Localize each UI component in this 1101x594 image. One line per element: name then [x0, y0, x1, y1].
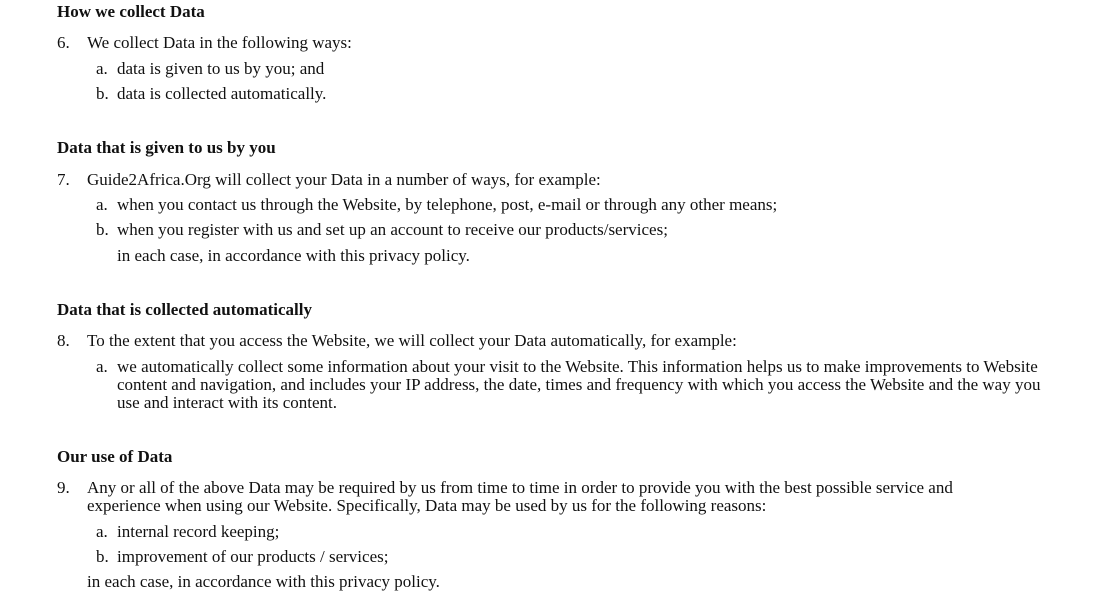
paragraph-9-closing: in each case, in accordance with this privacy policy. [87, 572, 440, 591]
section-heading-our-use: Our use of Data [57, 447, 173, 466]
paragraph-number-7: 7. [57, 170, 70, 189]
list-item-text: improvement of our products / services; [117, 547, 389, 566]
list-item-text: internal record keeping; [117, 522, 280, 541]
list-item-letter: b. [96, 547, 109, 566]
paragraph-6-intro: We collect Data in the following ways: [87, 33, 352, 52]
list-item-text: we automatically collect some information about your visit to the Website. This information helps us to make improvements to Website content and navigation, and includes your IP address, the date, times and frequency with which you access the Website and the way you use and interact with its content. [117, 357, 1041, 412]
list-item-letter: a. [96, 522, 108, 541]
list-item-text: when you contact us through the Website, by telephone, post, e-mail or through any other means; [117, 195, 778, 214]
list-item-letter: a. [96, 195, 108, 214]
paragraph-number-9: 9. [57, 478, 70, 497]
paragraph-number-8: 8. [57, 331, 70, 350]
list-item-letter: b. [96, 84, 109, 103]
list-item-text: data is given to us by you; and [117, 59, 325, 78]
paragraph-8-intro: To the extent that you access the Website, we will collect your Data automatically, for example: [87, 331, 737, 350]
list-item-text: data is collected automatically. [117, 84, 327, 103]
section-heading-collected-automatically: Data that is collected automatically [57, 300, 312, 319]
paragraph-7-closing: in each case, in accordance with this privacy policy. [117, 246, 470, 265]
list-item-letter: b. [96, 220, 109, 239]
list-item-letter: a. [96, 357, 108, 376]
paragraph-9-intro: Any or all of the above Data may be required by us from time to time in order to provide you with the best possible service and experience when using our Website. Specifically, Data may be used by us for the following reasons: [87, 478, 953, 515]
section-heading-how-we-collect: How we collect Data [57, 2, 205, 21]
paragraph-7-intro: Guide2Africa.Org will collect your Data in a number of ways, for example: [87, 170, 601, 189]
paragraph-number-6: 6. [57, 33, 70, 52]
list-item-text: when you register with us and set up an account to receive our products/services; [117, 220, 668, 239]
list-item-letter: a. [96, 59, 108, 78]
section-heading-given-by-you: Data that is given to us by you [57, 138, 276, 157]
